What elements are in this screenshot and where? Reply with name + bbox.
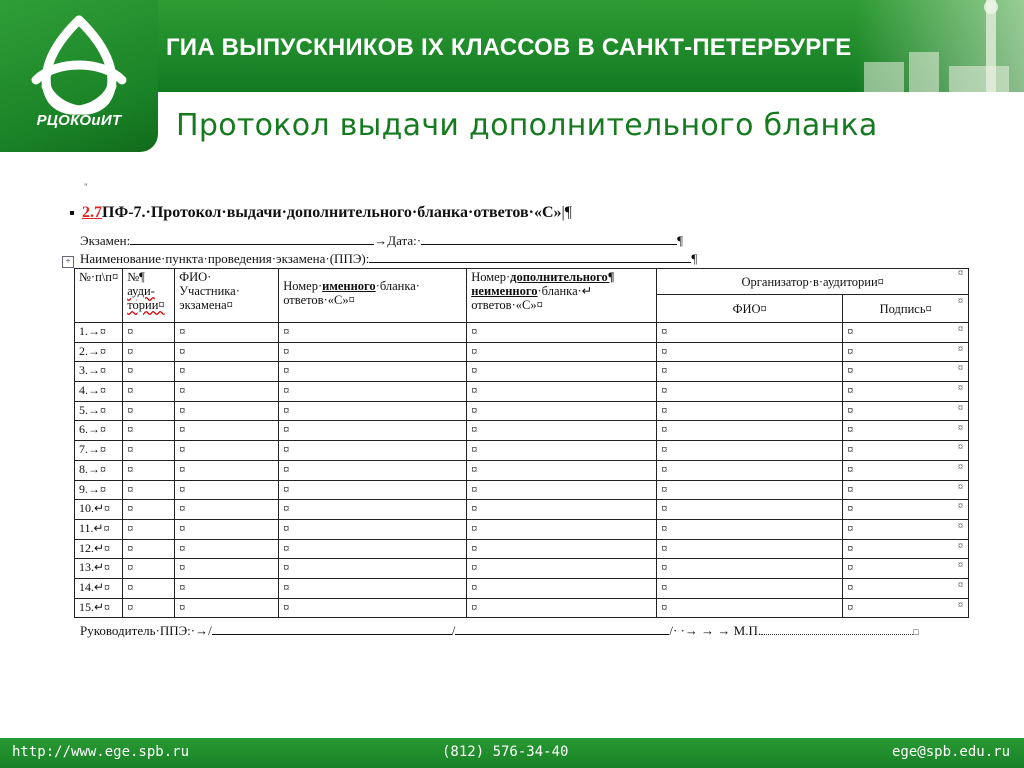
table-cell[interactable]: ¤	[657, 598, 843, 618]
heading-text: ПФ-7.·Протокол·выдачи·дополнительного·бланка·ответов·«С»	[102, 204, 562, 221]
row-number: 15.↵¤	[75, 598, 123, 618]
ppe-line: Наименование·пункта·проведения·экзамена·(ППЭ): ¶	[80, 251, 698, 266]
row-number: 11.↵¤	[75, 519, 123, 539]
row-number: 6.→¤	[75, 421, 123, 441]
table-row	[75, 362, 969, 382]
table-cell[interactable]: ¤	[657, 441, 843, 461]
table-row	[75, 539, 969, 559]
table-cell[interactable]: ¤	[467, 460, 657, 480]
table-row	[75, 460, 969, 480]
table-cell[interactable]: ¤	[467, 323, 657, 343]
row-number: 14.↵¤	[75, 578, 123, 598]
table-cell[interactable]: ¤	[123, 382, 175, 402]
slide-footer	[0, 738, 1024, 768]
table-cell[interactable]: ¤	[843, 421, 969, 441]
table-row	[75, 401, 969, 421]
table-cell[interactable]: ¤	[175, 500, 279, 520]
date-field[interactable]	[421, 232, 677, 245]
slide-header	[0, 0, 1024, 152]
table-cell[interactable]: ¤	[279, 598, 467, 618]
row-number: 7.→¤	[75, 441, 123, 461]
ppe-head-line: Руководитель·ППЭ:·→/ / /· ·→ → → М.П. □	[80, 623, 919, 638]
table-cell[interactable]: ¤	[467, 401, 657, 421]
exam-label: Экзамен:	[80, 233, 131, 248]
row-number: 9.→¤	[75, 480, 123, 500]
ppe-head-signature-field[interactable]	[212, 622, 452, 635]
table-cell[interactable]: ¤	[657, 362, 843, 382]
document-heading: 2.7ПФ-7.·Протокол·выдачи·дополнительного·бланка·ответов·«С»|¶	[70, 204, 572, 222]
date-label: Дата:·	[387, 233, 422, 248]
table-row	[75, 500, 969, 520]
col-header-org-fio: ФИО¤	[657, 295, 843, 323]
table-cell[interactable]: ¤	[467, 539, 657, 559]
logo-text: РЦОКОиИТ	[36, 112, 122, 129]
table-cell[interactable]: ¤	[657, 382, 843, 402]
table-cell[interactable]: ¤	[175, 421, 279, 441]
table-cell[interactable]: ¤	[279, 539, 467, 559]
table-cell[interactable]: ¤	[279, 480, 467, 500]
table-cell[interactable]: ¤	[279, 460, 467, 480]
table-cell[interactable]: ¤	[123, 500, 175, 520]
table-cell[interactable]: ¤	[467, 480, 657, 500]
row-number: 3.→¤	[75, 362, 123, 382]
table-cell[interactable]: ¤	[657, 342, 843, 362]
table-cell[interactable]: ¤	[175, 519, 279, 539]
city-skyline	[854, 0, 1024, 92]
table-row	[75, 382, 969, 402]
table-cell[interactable]: ¤	[123, 598, 175, 618]
table-cell[interactable]: ¤	[279, 342, 467, 362]
table-cell[interactable]: ¤	[279, 441, 467, 461]
protocol-document: " 2.7ПФ-7.·Протокол·выдачи·дополнительного·бланка·ответов·«С»|¶ Экзамен: →Дата:· ¶ + Наименование·пункта·проведения·экзамена·(ППЭ): ¶ №·п\п¤ №¶ ауди- тории¤ ФИО· Участника· экзамена¤ Номер·именного·бланка· ответов·«С»¤ Номер·дополнительного¶ неименного·бланка·↵ ответов·«С»¤ Организатор·в·аудитории¤ ФИО¤ Подпись¤ 1.→¤ ¤ ¤ ¤ ¤ ¤ ¤ 2.→¤ ¤ ¤ ¤ ¤ ¤ ¤ 3.→¤ ¤ ¤ ¤ ¤ ¤ ¤ 4.→¤ ¤ ¤ ¤ ¤ ¤ ¤ 5.→¤ ¤ ¤ ¤ ¤ ¤ ¤ 6.→¤ ¤ ¤ ¤ ¤ ¤ ¤ 7.→¤ ¤ ¤ ¤ ¤ ¤ ¤ 8.→¤ ¤ ¤ ¤ ¤ ¤ ¤ 9.→¤ ¤ ¤ ¤ ¤ ¤ ¤ 10.↵¤ ¤ ¤ ¤ ¤ ¤ ¤ 11.↵¤ ¤ ¤ ¤ ¤ ¤ ¤ 12.↵¤ ¤ ¤ ¤ ¤ ¤ ¤ 13.↵¤ ¤ ¤ ¤ ¤ ¤ ¤ 14.↵¤ ¤ ¤ ¤ ¤ ¤ ¤ 15.↵¤ ¤ ¤ ¤ ¤ ¤ ¤ ¤ ¤ ¤ ¤ ¤ ¤ ¤ ¤ ¤ ¤ ¤ ¤ ¤ ¤ ¤ ¤ ¤ Руководитель·ППЭ:·→/ / /· ·→ → → М.П. □	[60, 180, 980, 640]
table-cell[interactable]: ¤	[123, 421, 175, 441]
table-cell[interactable]: ¤	[175, 460, 279, 480]
table-cell[interactable]: ¤	[467, 362, 657, 382]
triquetra-icon	[0, 8, 158, 118]
table-cell[interactable]: ¤	[843, 519, 969, 539]
table-cell[interactable]: ¤	[843, 598, 969, 618]
table-cell[interactable]: ¤	[175, 578, 279, 598]
row-number: 10.↵¤	[75, 500, 123, 520]
col-header-named-form: Номер·именного·бланка· ответов·«С»¤	[279, 269, 467, 323]
table-cell[interactable]: ¤	[843, 362, 969, 382]
table-cell[interactable]: ¤	[175, 401, 279, 421]
table-cell[interactable]: ¤	[279, 362, 467, 382]
table-row	[75, 598, 969, 618]
col-header-auditorium: №¶ ауди- тории¤	[123, 269, 175, 323]
table-cell[interactable]: ¤	[657, 480, 843, 500]
table-cell[interactable]: ¤	[175, 323, 279, 343]
table-row	[75, 342, 969, 362]
table-row	[75, 480, 969, 500]
slide-subtitle: Протокол выдачи дополнительного бланка	[176, 108, 878, 143]
table-cell[interactable]: ¤	[175, 382, 279, 402]
table-cell[interactable]: ¤	[843, 539, 969, 559]
table-cell[interactable]: ¤	[279, 500, 467, 520]
col-header-org-sign: Подпись¤	[843, 295, 969, 323]
row-number: 12.↵¤	[75, 539, 123, 559]
protocol-table	[74, 268, 969, 618]
table-row	[75, 578, 969, 598]
footer-phone: (812) 576-34-40	[442, 744, 569, 760]
col-header-additional-form: Номер·дополнительного¶ неименного·бланка·↵ ответов·«С»¤	[467, 269, 657, 323]
table-cell[interactable]: ¤	[123, 460, 175, 480]
slide-main-title: ГИА ВЫПУСКНИКОВ IX КЛАССОВ В САНКТ-ПЕТЕРБУРГЕ	[166, 34, 852, 61]
table-cell[interactable]: ¤	[657, 559, 843, 579]
table-cell[interactable]: ¤	[175, 539, 279, 559]
table-cell[interactable]: ¤	[657, 578, 843, 598]
footer-email[interactable]: ege@spb.edu.ru	[892, 744, 1011, 760]
row-number: 5.→¤	[75, 401, 123, 421]
table-cell[interactable]: ¤	[175, 362, 279, 382]
exam-line: Экзамен: →Дата:· ¶	[80, 233, 683, 248]
table-row	[75, 421, 969, 441]
table-cell[interactable]: ¤	[843, 578, 969, 598]
table-cell[interactable]: ¤	[279, 401, 467, 421]
table-cell[interactable]: ¤	[843, 441, 969, 461]
table-cell[interactable]: ¤	[843, 323, 969, 343]
table-cell[interactable]: ¤	[123, 441, 175, 461]
table-cell[interactable]: ¤	[467, 421, 657, 441]
table-cell[interactable]: ¤	[467, 342, 657, 362]
table-cell[interactable]: ¤	[279, 323, 467, 343]
table-cell[interactable]: ¤	[657, 323, 843, 343]
table-cell[interactable]: ¤	[843, 382, 969, 402]
table-cell[interactable]: ¤	[123, 401, 175, 421]
table-cell[interactable]: ¤	[467, 500, 657, 520]
table-cell[interactable]: ¤	[657, 421, 843, 441]
col-header-number: №·п\п¤	[75, 269, 123, 323]
row-number: 8.→¤	[75, 460, 123, 480]
table-cell[interactable]: ¤	[175, 559, 279, 579]
table-row	[75, 323, 969, 343]
table-cell[interactable]: ¤	[123, 480, 175, 500]
table-cell[interactable]: ¤	[467, 382, 657, 402]
col-header-organizer: Организатор·в·аудитории¤	[657, 269, 969, 295]
table-cell[interactable]: ¤	[175, 342, 279, 362]
table-cell[interactable]: ¤	[657, 539, 843, 559]
exam-field[interactable]	[130, 232, 374, 245]
col-header-fio: ФИО· Участника· экзамена¤	[175, 269, 279, 323]
table-cell[interactable]: ¤	[467, 441, 657, 461]
ppe-label: Наименование·пункта·проведения·экзамена·(ППЭ):	[80, 251, 370, 266]
table-cell[interactable]: ¤	[657, 519, 843, 539]
heading-number: 2.7	[82, 204, 102, 221]
table-cell[interactable]: ¤	[123, 539, 175, 559]
table-cell[interactable]: ¤	[843, 559, 969, 579]
table-move-handle-icon[interactable]: +	[62, 256, 74, 268]
table-cell[interactable]: ¤	[843, 401, 969, 421]
table-cell[interactable]: ¤	[657, 460, 843, 480]
footer-url[interactable]: http://www.ege.spb.ru	[12, 744, 190, 760]
table-cell[interactable]: ¤	[843, 480, 969, 500]
table-cell[interactable]: ¤	[657, 401, 843, 421]
table-cell[interactable]: ¤	[467, 578, 657, 598]
table-cell[interactable]: ¤	[175, 598, 279, 618]
ppe-head-tail: /· ·→ → → М.П.	[669, 623, 762, 638]
row-number: 13.↵¤	[75, 559, 123, 579]
row-number: 2.→¤	[75, 342, 123, 362]
logo	[0, 0, 158, 152]
table-cell[interactable]: ¤	[175, 441, 279, 461]
table-cell[interactable]: ¤	[279, 421, 467, 441]
table-cell[interactable]: ¤	[123, 578, 175, 598]
ppe-head-label: Руководитель·ППЭ:·→/	[80, 623, 212, 638]
table-cell[interactable]: ¤	[467, 598, 657, 618]
table-row	[75, 559, 969, 579]
table-cell[interactable]: ¤	[467, 519, 657, 539]
ppe-field[interactable]	[369, 250, 691, 263]
table-cell[interactable]: ¤	[843, 460, 969, 480]
table-cell[interactable]: ¤	[279, 578, 467, 598]
table-cell[interactable]: ¤	[123, 362, 175, 382]
table-cell[interactable]: ¤	[843, 342, 969, 362]
row-number: 4.→¤	[75, 382, 123, 402]
table-cell[interactable]: ¤	[843, 500, 969, 520]
table-cell[interactable]: ¤	[279, 519, 467, 539]
table-cell[interactable]: ¤	[123, 323, 175, 343]
ppe-head-name-field[interactable]	[455, 622, 669, 635]
table-cell[interactable]: ¤	[123, 342, 175, 362]
table-cell[interactable]: ¤	[123, 559, 175, 579]
table-cell[interactable]: ¤	[175, 480, 279, 500]
table-cell[interactable]: ¤	[467, 559, 657, 579]
table-cell[interactable]: ¤	[657, 500, 843, 520]
table-cell[interactable]: ¤	[279, 559, 467, 579]
table-row	[75, 519, 969, 539]
row-number: 1.→¤	[75, 323, 123, 343]
table-cell[interactable]: ¤	[123, 519, 175, 539]
table-cell[interactable]: ¤	[279, 382, 467, 402]
table-row	[75, 441, 969, 461]
